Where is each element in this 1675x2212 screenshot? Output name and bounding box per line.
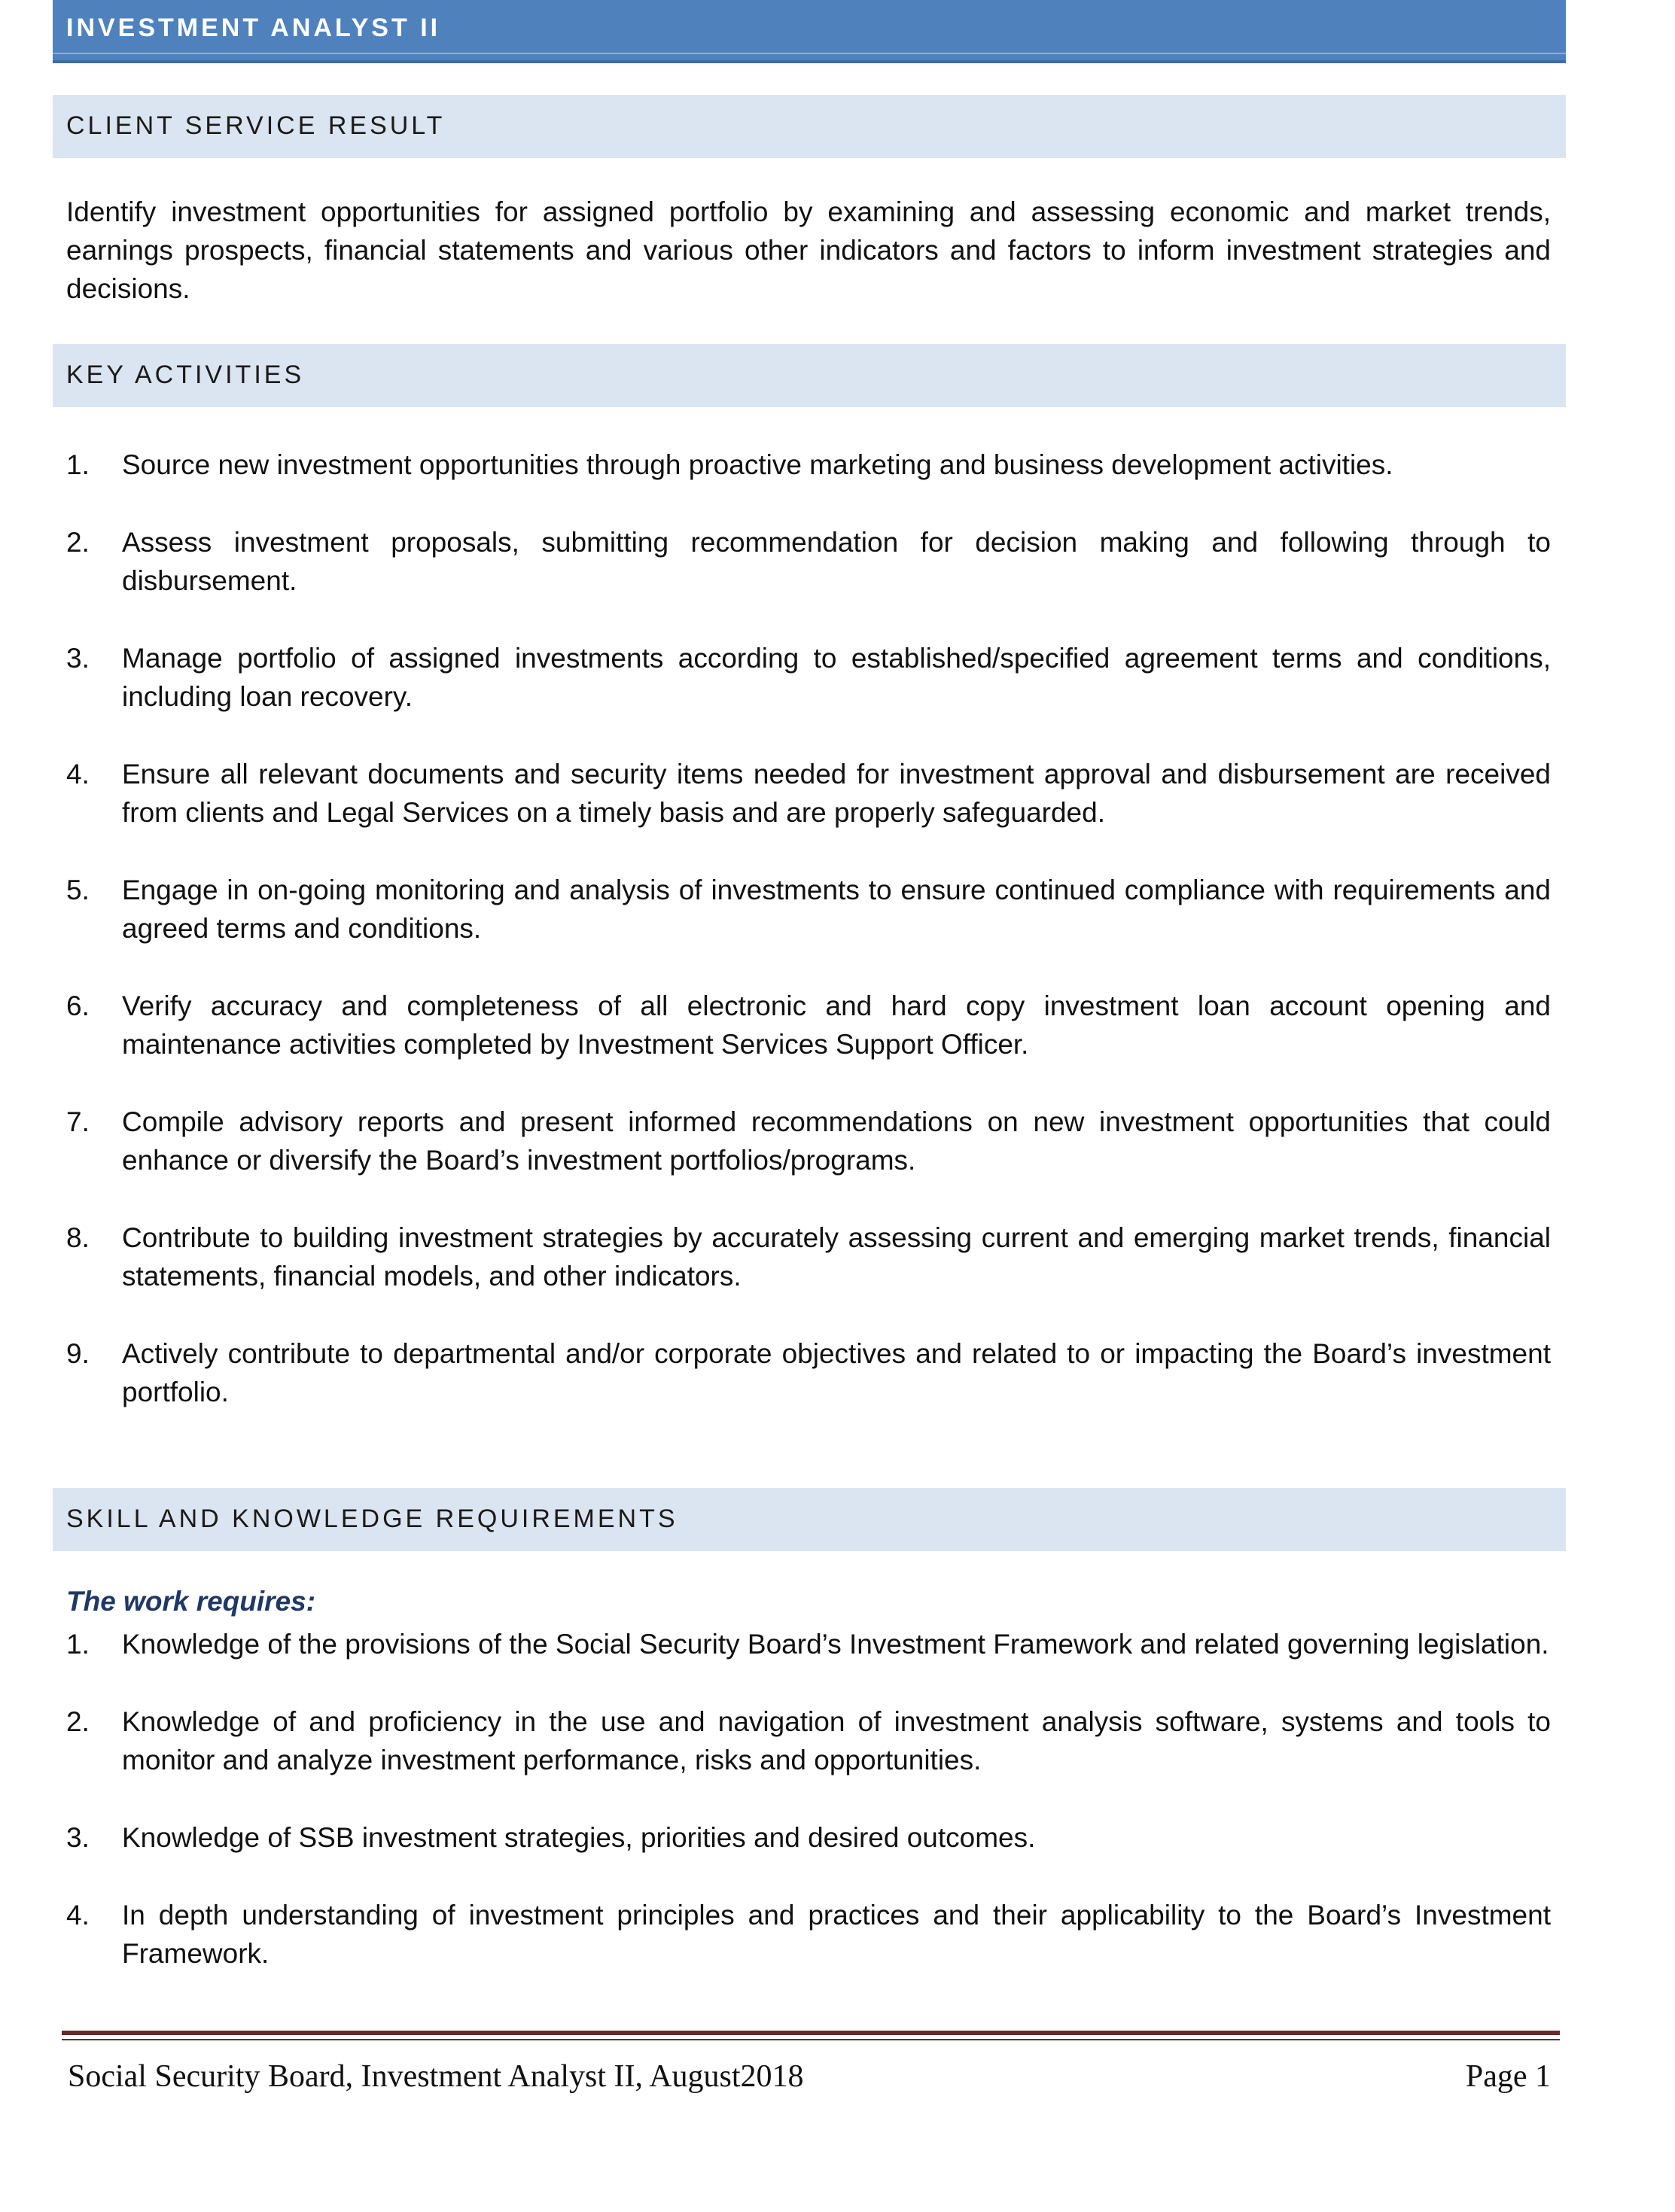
page-footer (68, 2058, 1551, 2095)
list-number: 2. (66, 1706, 90, 1737)
list-item (66, 446, 1551, 484)
key-activities-list (66, 446, 1551, 1450)
footer-rule-thin (62, 2039, 1560, 2040)
list-text: Knowledge of and proficiency in the use and navigation of investment analysis software, systems and tools to monitor and analyze investment performance, risks and opportunities. (122, 1706, 1551, 1775)
list-text: Actively contribute to departmental and/or corporate objectives and related to or impacting the Board’s investment portfolio. (122, 1338, 1551, 1407)
list-item (66, 1219, 1551, 1295)
skills-list (66, 1625, 1551, 2012)
list-item (66, 987, 1551, 1063)
section-header-client-service (53, 95, 1566, 158)
list-number: 4. (66, 759, 90, 790)
list-text: Knowledge of the provisions of the Social Security Board’s Investment Framework and related governing legislation. (122, 1629, 1549, 1660)
list-item (66, 871, 1551, 948)
section-header-key-activities (53, 344, 1566, 407)
list-number: 5. (66, 875, 90, 905)
section-heading: SKILL AND KNOWLEDGE REQUIREMENTS (66, 1505, 678, 1533)
page-number: Page 1 (1465, 2059, 1551, 2094)
list-text: Contribute to building investment strategies by accurately assessing current and emerging market trends, financial statements, financial models, and other indicators. (122, 1222, 1551, 1292)
list-item (66, 1896, 1551, 1973)
list-text: Verify accuracy and completeness of all electronic and hard copy investment loan account opening and maintenance activities completed by Investment Services Support Officer. (122, 990, 1551, 1060)
list-number: 3. (66, 1822, 90, 1853)
list-number: 8. (66, 1222, 90, 1253)
list-number: 6. (66, 990, 90, 1021)
list-text: Manage portfolio of assigned investments according to established/specified agreement terms and conditions, including loan recovery. (122, 643, 1551, 712)
list-text: Compile advisory reports and present informed recommendations on new investment opportunities that could enhance or diversify the Board’s investment portfolios/programs. (122, 1106, 1551, 1176)
list-text: Engage in on-going monitoring and analysis of investments to ensure continued compliance with requirements and agreed terms and conditions. (122, 875, 1551, 944)
section-header-skills (53, 1488, 1566, 1551)
list-text: Knowledge of SSB investment strategies, priorities and desired outcomes. (122, 1822, 1036, 1853)
list-item (66, 1818, 1551, 1857)
list-number: 1. (66, 449, 90, 480)
footer-rule-thick (62, 2031, 1560, 2035)
list-number: 3. (66, 643, 90, 674)
list-number: 7. (66, 1106, 90, 1137)
document-title: INVESTMENT ANALYST II (66, 14, 441, 42)
title-bar-rule (53, 53, 1566, 54)
footer-document-info: Social Security Board, Investment Analyst II, August2018 (68, 2059, 804, 2094)
list-item (66, 1103, 1551, 1179)
section-heading: CLIENT SERVICE RESULT (66, 111, 446, 140)
list-text: Ensure all relevant documents and security items needed for investment approval and disbursement are received from clients and Legal Services on a timely basis and are properly safeguarded. (122, 759, 1551, 828)
section-heading: KEY ACTIVITIES (66, 361, 305, 389)
list-text: Assess investment proposals, submitting recommendation for decision making and following through to disbursement. (122, 527, 1551, 596)
list-item (66, 755, 1551, 832)
title-bar (53, 0, 1566, 63)
list-text: In depth understanding of investment principles and practices and their applicability to the Board’s Investment Framework. (122, 1900, 1551, 1969)
skills-intro: The work requires: (66, 1586, 316, 1617)
list-number: 1. (66, 1629, 90, 1660)
list-number: 2. (66, 527, 90, 558)
client-service-text: Identify investment opportunities for assigned portfolio by examining and assessing economic and market trends, earnings prospects, financial statements and various other indicators and factors to inform investment strategies and decisions. (66, 196, 1551, 304)
list-text: Source new investment opportunities through proactive marketing and business development activities. (122, 449, 1393, 480)
list-number: 4. (66, 1900, 90, 1931)
list-item (66, 1625, 1551, 1663)
list-item (66, 1702, 1551, 1779)
list-item (66, 1334, 1551, 1411)
list-number: 9. (66, 1338, 90, 1369)
list-item (66, 523, 1551, 600)
list-item (66, 639, 1551, 716)
